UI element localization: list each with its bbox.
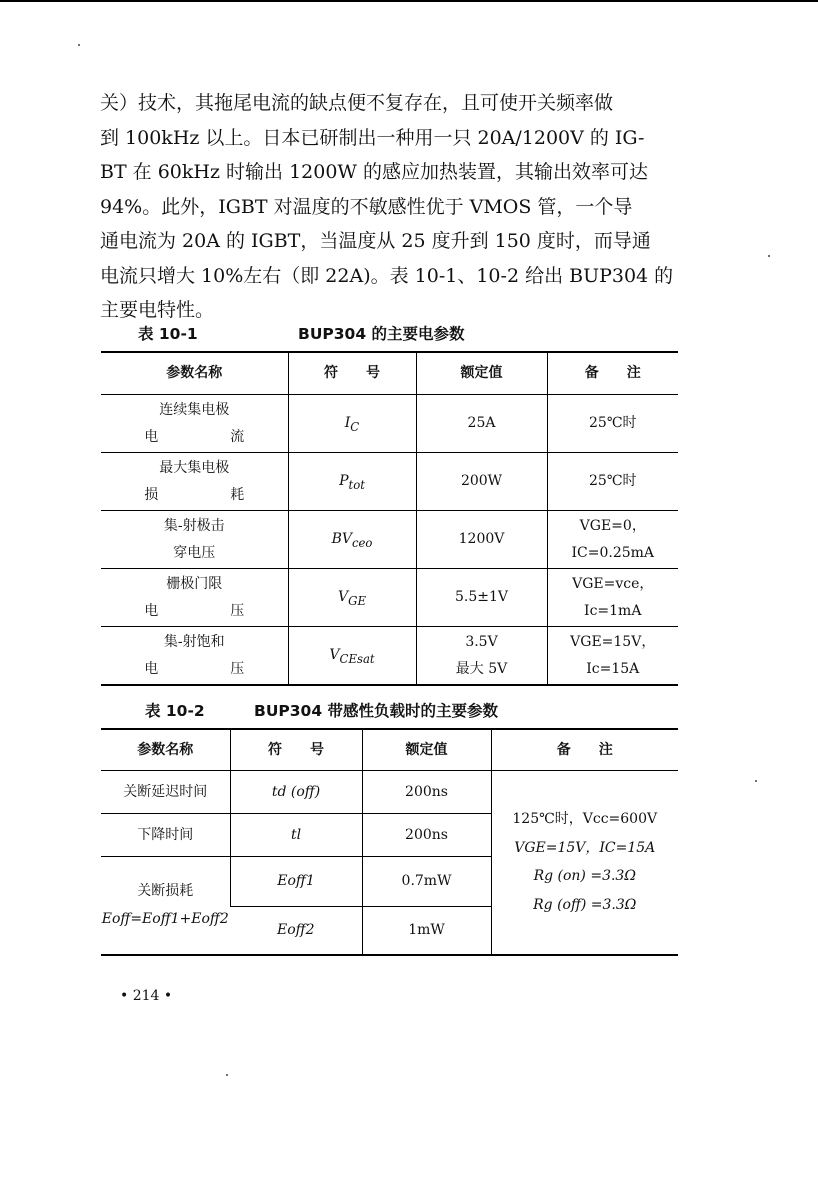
rated-value-cell: 0.7mW [362,857,491,907]
param-name-cell: 集-射极击 穿电压 [101,511,288,569]
symbol-cell: $I_C$ [288,395,416,453]
param-name-cell: 最大集电极 损 耗 [101,453,288,511]
para-line: 电流只增大 10%左右（即 22A)。表 10-1、10-2 给出 BUP304 的 [100,264,674,287]
scan-speck [755,780,757,782]
table2-title: BUP304 带感性负载时的主要参数 [254,702,499,720]
table-10-2 [101,728,678,956]
rated-value-cell: 5.5±1V [416,569,547,627]
table1-label: 表 10-1 [138,325,198,343]
param-name-cell: 集-射饱和 电 压 [144,633,245,677]
table-header-row [101,352,678,395]
shared-note-cell: 125℃时，Vcc=600V VGE=15V，IC=15A Rg (on) =3.3Ω Rg (off) =3.3Ω [491,771,678,955]
table-row [101,627,678,686]
param-name-cell: 栅极门限 电 压 [101,569,288,627]
param-name-cell: 下降时间 [101,814,230,857]
top-border [0,0,818,2]
symbol-cell: $V_{CEsat}$ [288,627,416,686]
page-number: • 214 • [120,988,173,1004]
scan-speck [768,255,770,257]
para-line: 94%。此外，IGBT 对温度的不敏感性优于 VMOS 管，一个导 [100,195,633,218]
header-note: 备 注 [491,729,678,771]
symbol-cell: Eoff1 [230,857,362,907]
table-header-row [101,729,678,771]
table-row [101,511,678,569]
table-row [101,771,678,814]
table-row [101,453,678,511]
note-cell: VGE=vce， Ic=1mA [547,569,678,627]
header-rated-value: 额定值 [416,352,547,395]
body-paragraph [100,86,680,328]
symbol-cell: tl [230,814,362,857]
rated-value-cell: 200ns [362,771,491,814]
header-param-name: 参数名称 [101,729,230,771]
header-param-name: 参数名称 [101,352,288,395]
rated-value-cell: 200W [416,453,547,511]
note-cell: VGE=0， IC=0.25mA [547,511,678,569]
note-cell: VGE=15V， Ic=15A [547,627,678,686]
header-symbol: 符 号 [230,729,362,771]
symbol-cell: td (off) [230,771,362,814]
param-name-cell: 连续集电极 电 流 [101,395,288,453]
para-line: 通电流为 20A 的 IGBT，当温度从 25 度升到 150 度时，而导通 [100,230,651,252]
header-note: 备 注 [547,352,678,395]
table-10-1 [101,351,678,686]
param-name-cell: 关断延迟时间 [101,771,230,814]
rated-value-cell: 1200V [416,511,547,569]
rated-value-cell: 200ns [362,814,491,857]
table-row [101,569,678,627]
param-name-cell: 关断损耗 Eoff=Eoff1+Eoff2 [101,857,230,955]
rated-value-cell: 25A [416,395,547,453]
symbol-cell: $P_{tot}$ [288,453,416,511]
header-rated-value: 额定值 [362,729,491,771]
table1-title: BUP304 的主要电参数 [298,325,465,343]
rated-value-cell: 3.5V 最大 5V [416,627,547,686]
para-line: BT 在 60kHz 时输出 1200W 的感应加热装置，其输出效率可达 [100,161,648,183]
table2-label: 表 10-2 [145,702,205,720]
para-line: 到 100kHz 以上。日本已研制出一种用一只 20A/1200V 的 IG- [100,126,645,149]
rated-value-cell: 1mW [362,907,491,955]
symbol-cell: Eoff2 [230,907,362,955]
symbol-cell: $BV_{ceo}$ [288,511,416,569]
note-cell: 25℃时 [547,453,678,511]
scan-speck [78,44,80,46]
symbol-cell: $V_{GE}$ [288,569,416,627]
header-symbol: 符 号 [288,352,416,395]
para-line: 关）技术，其拖尾电流的缺点便不复存在，且可使开关频率做 [100,92,614,114]
para-line: 主要电特性。 [100,299,215,321]
scan-speck [226,1074,228,1076]
table-row [101,395,678,453]
note-cell: 25℃时 [547,395,678,453]
